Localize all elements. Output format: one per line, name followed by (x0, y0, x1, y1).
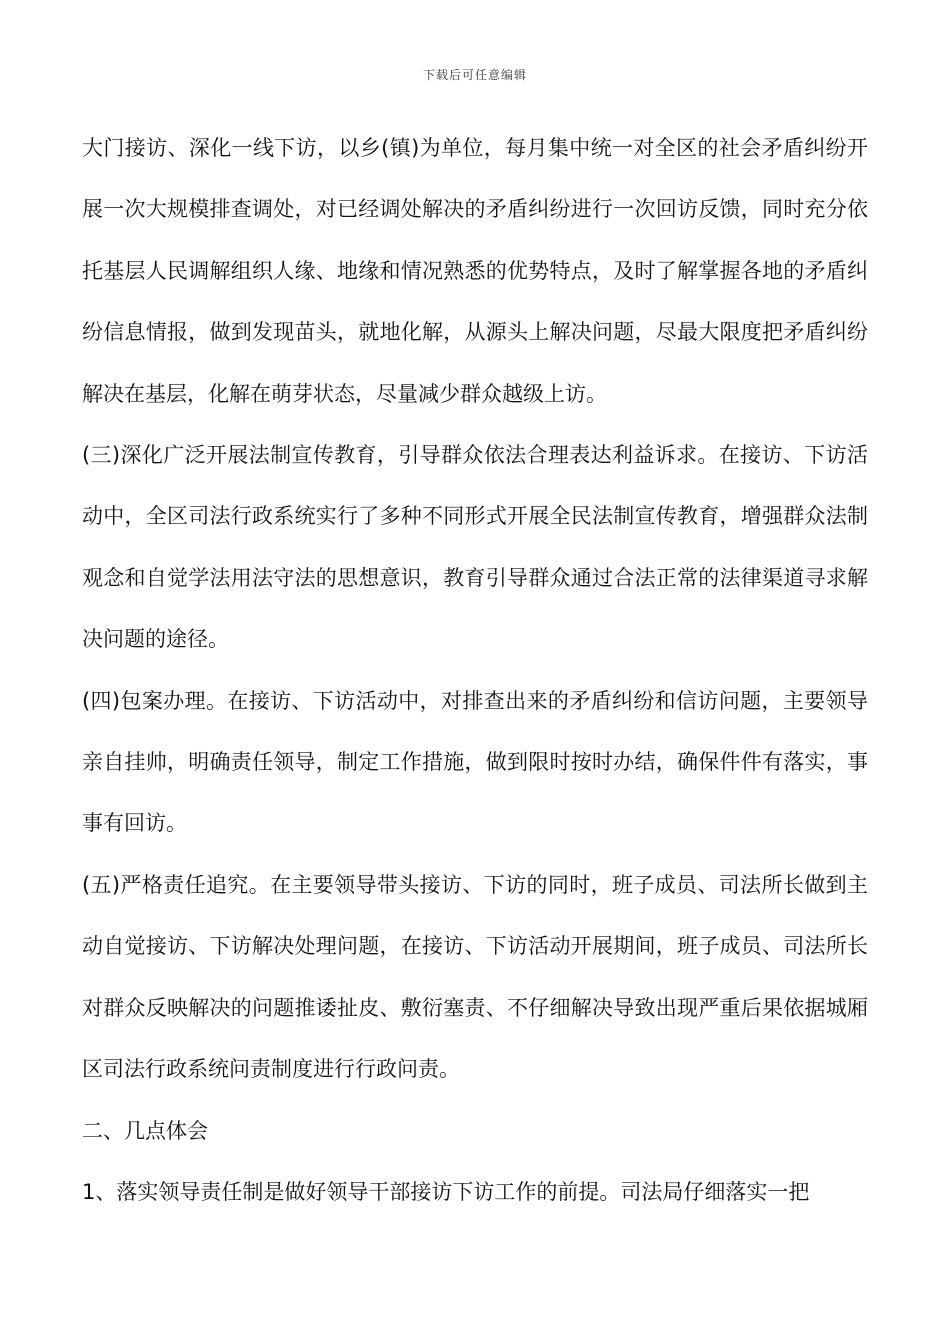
paragraph-section-3: (三)深化广泛开展法制宣传教育，引导群众依法合理表达利益诉求。在接访、下访活动中，全区司法行政系统实行了多种不同形式开展全民法制宣传教育，增强群众法制观念和自觉学法用法守法的思想意识，教育引导群众通过合法正常的法律渠道寻求解决问题的途径。 (82, 443, 868, 652)
document-body (82, 118, 868, 1223)
paragraph-intro-continued: 大门接访、深化一线下访，以乡(镇)为单位，每月集中统一对全区的社会矛盾纠纷开展一次大规模排查调处，对已经调处解决的矛盾纠纷进行一次回访反馈，同时充分依托基层人民调解组织人缘、地缘和情况熟悉的优势特点，及时了解掌握各地的矛盾纠纷信息情报，做到发现苗头，就地化解，从源头上解决问题，尽最大限度把矛盾纠纷解决在基层，化解在萌芽状态，尽量减少群众越级上访。 (82, 136, 868, 406)
paragraph-point-1: 1、落实领导责任制是做好领导干部接访下访工作的前提。司法局仔细落实一把 (82, 1179, 810, 1204)
paragraph-section-4: (四)包案办理。在接访、下访活动中，对排查出来的矛盾纠纷和信访问题，主要领导亲自挂帅，明确责任领导，制定工作措施，做到限时按时办结，确保件件有落实，事事有回访。 (82, 688, 868, 836)
header-note: 下载后可任意编辑 (422, 68, 527, 82)
heading-part-2: 二、几点体会 (82, 1118, 208, 1143)
paragraph-section-5: (五)严格责任追究。在主要领导带头接访、下访的同时，班子成员、司法所长做到主动自觉接访、下访解决处理问题，在接访、下访活动开展期间，班子成员、司法所长对群众反映解决的问题推诿扯皮、敷衍塞责、不仔细解决导致出现严重后果依据城厢区司法行政系统问责制度进行行政问责。 (82, 872, 868, 1082)
